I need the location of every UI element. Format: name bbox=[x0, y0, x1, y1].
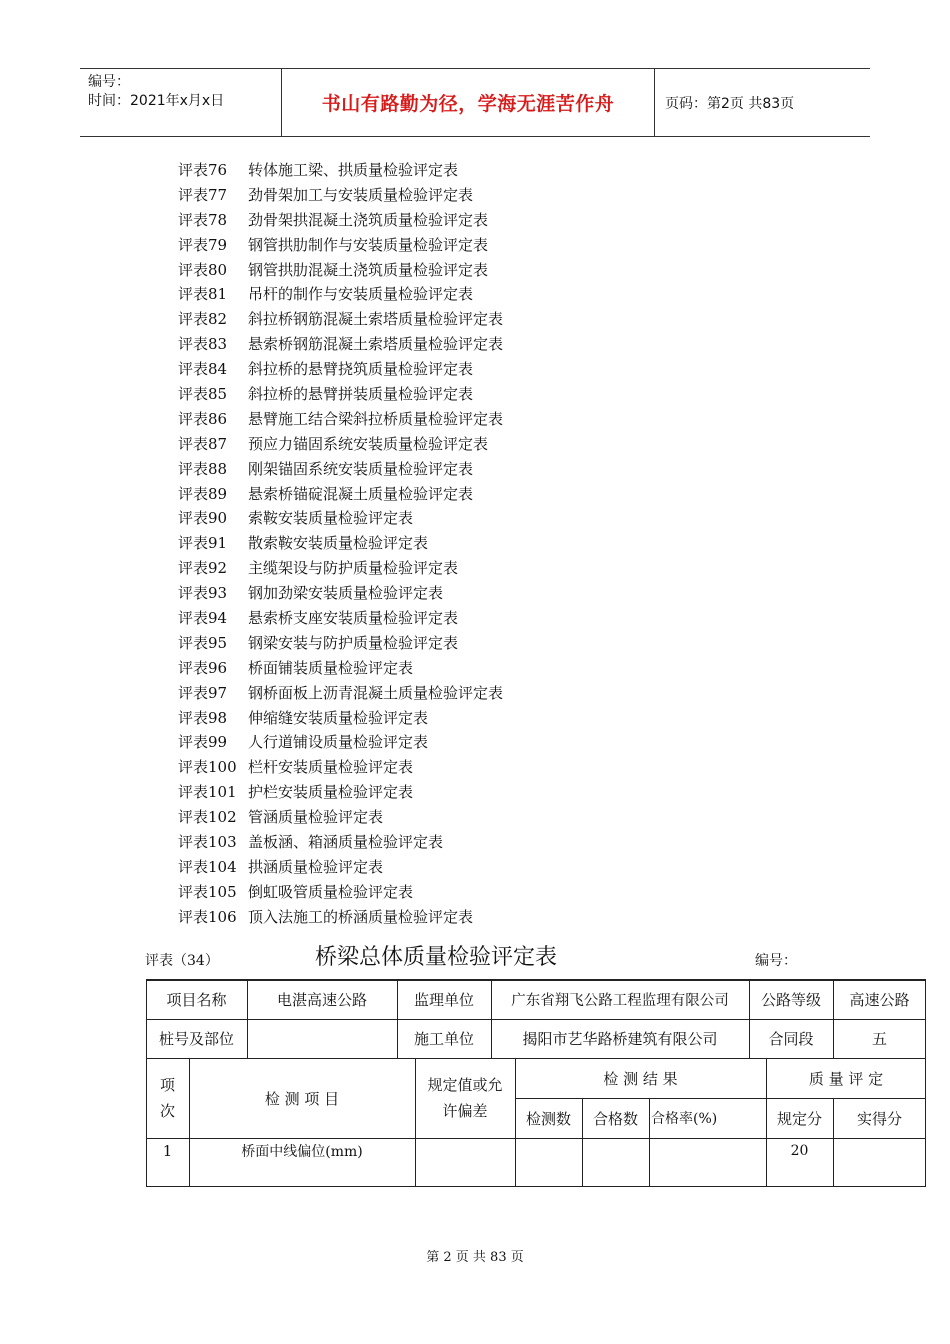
toc-item-number: 评表84 bbox=[178, 360, 228, 379]
section-label: 合同段 bbox=[768, 1030, 814, 1048]
toc-item bbox=[178, 233, 503, 258]
toc-item bbox=[178, 606, 503, 631]
toc-item-title: 倒虹吸管质量检验评定表 bbox=[248, 882, 414, 901]
toc-item bbox=[178, 258, 503, 283]
toc-item-number: 评表105 bbox=[178, 882, 237, 901]
toc-item-number: 评表97 bbox=[178, 683, 228, 702]
toc-item-title: 栏杆安装质量检验评定表 bbox=[248, 758, 414, 777]
row-no: 1 bbox=[162, 1142, 173, 1160]
toc-item-title: 斜拉桥钢筋混凝土索塔质量检验评定表 bbox=[248, 310, 504, 329]
toc-item bbox=[178, 830, 503, 855]
toc-list bbox=[178, 158, 503, 930]
col-item: 检 测 项 目 bbox=[264, 1089, 340, 1108]
col-actual: 实得分 bbox=[856, 1109, 902, 1128]
toc-item bbox=[178, 457, 503, 482]
form-code: 评表（34） bbox=[145, 953, 219, 969]
toc-item-number: 评表92 bbox=[178, 559, 228, 578]
toc-item-number: 评表101 bbox=[178, 783, 237, 802]
toc-item-number: 评表104 bbox=[178, 857, 237, 876]
toc-item bbox=[178, 158, 503, 183]
col-score: 规定分 bbox=[776, 1109, 822, 1128]
toc-item bbox=[178, 382, 503, 407]
toc-item-title: 伸缩缝安装质量检验评定表 bbox=[248, 708, 429, 727]
toc-item-title: 悬索桥钢筋混凝土索塔质量检验评定表 bbox=[248, 335, 504, 354]
toc-item bbox=[178, 581, 503, 606]
header-page bbox=[655, 69, 870, 136]
toc-item bbox=[178, 780, 503, 805]
toc-item bbox=[178, 208, 503, 233]
toc-item-number: 评表99 bbox=[178, 733, 228, 752]
toc-item-number: 评表80 bbox=[178, 260, 228, 279]
page-header bbox=[80, 68, 870, 137]
page-label: 页码：第2页 共83页 bbox=[665, 95, 795, 112]
toc-item bbox=[178, 880, 503, 905]
row-score: 20 bbox=[790, 1143, 809, 1159]
toc-item bbox=[178, 905, 503, 930]
header-left bbox=[80, 69, 282, 136]
toc-item-number: 评表102 bbox=[178, 808, 237, 827]
toc-item bbox=[178, 805, 503, 830]
toc-item-number: 评表95 bbox=[178, 633, 228, 652]
toc-item bbox=[178, 506, 503, 531]
time-label: 时间：2021年x月x日 bbox=[88, 93, 225, 109]
toc-item bbox=[178, 282, 503, 307]
toc-item-number: 评表76 bbox=[178, 161, 228, 179]
toc-item-title: 盖板涵、箱涵质量检验评定表 bbox=[248, 833, 444, 852]
toc-item bbox=[178, 730, 503, 755]
toc-item-number: 评表91 bbox=[178, 534, 228, 553]
station-value bbox=[247, 1019, 397, 1058]
toc-item-number: 评表100 bbox=[178, 758, 237, 777]
toc-item-number: 评表83 bbox=[178, 335, 228, 354]
grade-label: 公路等级 bbox=[760, 990, 821, 1009]
toc-item-title: 劲骨架拱混凝土浇筑质量检验评定表 bbox=[248, 210, 489, 229]
col-quality: 质 量 评 定 bbox=[808, 1069, 884, 1088]
code-label: 编号： bbox=[88, 74, 130, 90]
toc-item-title: 刚架锚固系统安装质量检验评定表 bbox=[248, 459, 474, 478]
toc-item-title: 顶入法施工的桥涵质量检验评定表 bbox=[248, 907, 474, 926]
toc-item-title: 悬臂施工结合梁斜拉桥质量检验评定表 bbox=[248, 409, 504, 428]
col-rate: 合格率(%) bbox=[651, 1111, 718, 1127]
toc-item-title: 钢梁安装与防护质量检验评定表 bbox=[248, 633, 459, 652]
col-result: 检 测 结 果 bbox=[603, 1069, 678, 1088]
toc-item-title: 转体施工梁、拱质量检验评定表 bbox=[248, 161, 459, 179]
toc-item-title: 拱涵质量检验评定表 bbox=[248, 857, 384, 876]
toc-item-title: 散索鞍安装质量检验评定表 bbox=[248, 534, 429, 553]
toc-item-number: 评表94 bbox=[178, 609, 228, 628]
toc-item bbox=[178, 656, 503, 681]
form-title: 桥梁总体质量检验评定表 bbox=[315, 945, 558, 970]
toc-item-number: 评表96 bbox=[178, 658, 228, 677]
toc-item-title: 人行道铺设质量检验评定表 bbox=[248, 733, 429, 752]
col-spec: 规定值或允许偏差 bbox=[427, 1076, 503, 1120]
station-label: 桩号及部位 bbox=[158, 1030, 234, 1048]
header-motto bbox=[282, 69, 655, 136]
motto-text: 书山有路勤为径，学海无涯苦作舟 bbox=[321, 93, 615, 115]
toc-item-number: 评表90 bbox=[178, 509, 228, 528]
toc-item-number: 评表103 bbox=[178, 833, 237, 852]
toc-item-number: 评表89 bbox=[178, 484, 228, 503]
toc-item bbox=[178, 407, 503, 432]
contractor-label: 施工单位 bbox=[413, 1030, 474, 1048]
toc-item bbox=[178, 556, 503, 581]
toc-item-number: 评表93 bbox=[178, 584, 228, 603]
col-item-no: 项次 bbox=[159, 1076, 175, 1120]
toc-item bbox=[178, 631, 503, 656]
toc-item-number: 评表98 bbox=[178, 708, 228, 727]
toc-item bbox=[178, 357, 503, 382]
toc-item-number: 评表86 bbox=[178, 409, 228, 428]
toc-item-title: 悬索桥支座安装质量检验评定表 bbox=[248, 609, 459, 628]
toc-item-title: 桥面铺装质量检验评定表 bbox=[248, 658, 414, 677]
toc-item bbox=[178, 183, 503, 208]
toc-item-title: 钢管拱肋混凝土浇筑质量检验评定表 bbox=[248, 260, 489, 279]
grade-value: 高速公路 bbox=[849, 990, 910, 1009]
toc-item-title: 护栏安装质量检验评定表 bbox=[248, 783, 414, 802]
toc-item-title: 斜拉桥的悬臂拼装质量检验评定表 bbox=[248, 385, 474, 404]
project-name-value: 电湛高速公路 bbox=[276, 990, 367, 1009]
project-name-label: 项目名称 bbox=[166, 990, 227, 1009]
toc-item bbox=[178, 307, 503, 332]
toc-item bbox=[178, 332, 503, 357]
col-count: 检测数 bbox=[525, 1109, 571, 1128]
toc-item-title: 预应力锚固系统安装质量检验评定表 bbox=[248, 434, 489, 453]
toc-item bbox=[178, 531, 503, 556]
section-value: 五 bbox=[871, 1030, 887, 1048]
toc-item bbox=[178, 706, 503, 731]
toc-item-number: 评表81 bbox=[178, 285, 228, 304]
toc-item-number: 评表79 bbox=[178, 235, 228, 254]
toc-item-title: 主缆架设与防护质量检验评定表 bbox=[248, 559, 459, 578]
form-title-row bbox=[145, 938, 925, 976]
toc-item-title: 悬索桥锚碇混凝土质量检验评定表 bbox=[248, 484, 474, 503]
toc-item-title: 斜拉桥的悬臂挠筑质量检验评定表 bbox=[248, 360, 474, 379]
col-pass: 合格数 bbox=[592, 1109, 638, 1128]
toc-item bbox=[178, 755, 503, 780]
toc-item bbox=[178, 681, 503, 706]
toc-item-title: 钢管拱肋制作与安装质量检验评定表 bbox=[248, 235, 489, 254]
toc-item-title: 劲骨架加工与安装质量检验评定表 bbox=[248, 185, 474, 204]
row-item: 桥面中线偏位(mm) bbox=[241, 1144, 363, 1160]
toc-item-title: 钢加劲梁安装质量检验评定表 bbox=[248, 584, 444, 603]
toc-item bbox=[178, 482, 503, 507]
toc-item-number: 评表87 bbox=[178, 434, 228, 453]
page-footer: 第 2 页 共 83 页 bbox=[426, 1250, 524, 1265]
toc-item-number: 评表106 bbox=[178, 907, 237, 926]
contractor-value: 揭阳市艺华路桥建筑有限公司 bbox=[522, 1030, 718, 1048]
toc-item bbox=[178, 855, 503, 880]
form-number-label: 编号： bbox=[755, 953, 797, 969]
toc-item-number: 评表88 bbox=[178, 459, 228, 478]
supervisor-value: 广东省翔飞公路工程监理有限公司 bbox=[511, 992, 729, 1009]
toc-item-number: 评表77 bbox=[178, 185, 228, 204]
toc-item bbox=[178, 432, 503, 457]
toc-item-number: 评表78 bbox=[178, 210, 228, 229]
toc-item-title: 管涵质量检验评定表 bbox=[248, 808, 384, 827]
supervisor-label: 监理单位 bbox=[413, 990, 474, 1009]
toc-item-number: 评表85 bbox=[178, 385, 228, 404]
toc-item-title: 钢桥面板上沥青混凝土质量检验评定表 bbox=[248, 683, 504, 702]
toc-item-title: 索鞍安装质量检验评定表 bbox=[248, 509, 414, 528]
quality-table bbox=[146, 979, 926, 1187]
toc-item-number: 评表82 bbox=[178, 310, 228, 329]
table-line bbox=[146, 1186, 926, 1187]
toc-item-title: 吊杆的制作与安装质量检验评定表 bbox=[248, 285, 474, 304]
